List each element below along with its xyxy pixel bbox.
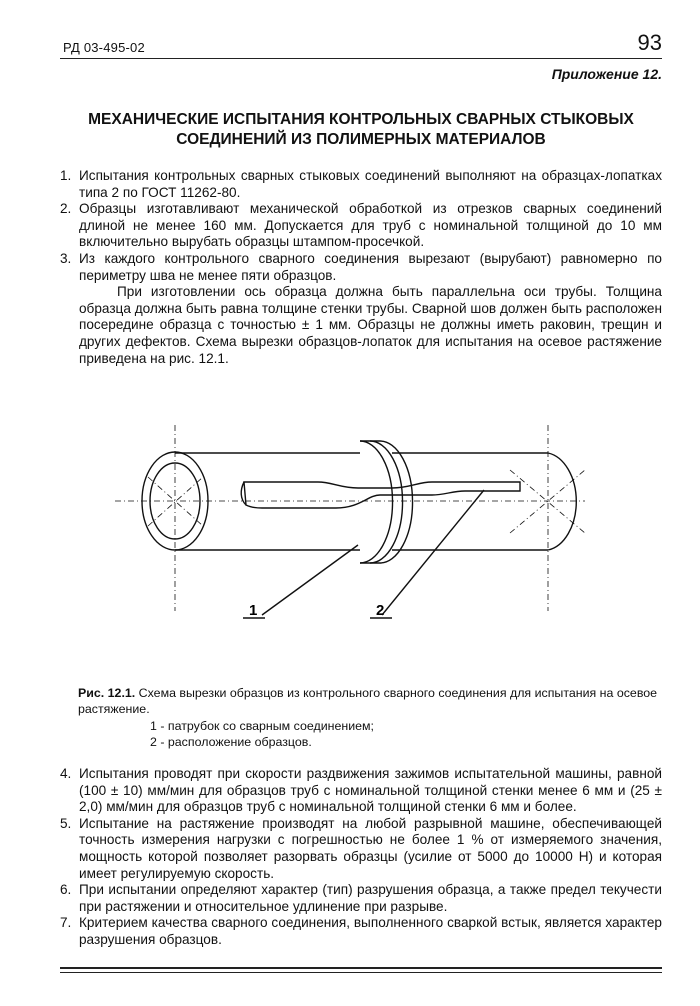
item-text: Испытание на растяжение производят на любой разрывной машине, обеспечивающей точность измерения нагрузки с погрешностью не более 1 % от измеряемого значения, мощность которой позволяет разорвать образцы (усилие от 5000 до 10000 Н) и которая имеет регулируемую скорость.: [79, 815, 662, 881]
list-item: [60, 882, 662, 915]
item-text: Испытания проводят при скорости раздвижения зажимов испытательной машины, равной (100 ± 10) мм/мин для образцов труб с номинальной толщиной стенки менее 6 мм и (25 ± 2,0) мм/мин для образцов труб с номинальной толщиной стенки 6 мм и более.: [79, 766, 662, 815]
list-item: [60, 201, 662, 251]
list-item: [60, 251, 662, 284]
document-code: РД 03-495-02: [63, 40, 145, 55]
item-number: 1.: [60, 168, 72, 183]
list-item: [60, 168, 662, 201]
callout-label-2: 2: [376, 602, 385, 619]
page-number: 93: [637, 30, 662, 55]
list-item: [60, 915, 662, 948]
paragraph: При изготовлении ось образца должна быть параллельна оси трубы. Толщина образца должна быть равна толщине стенки трубы. Сварной шов должен быть расположен посередине образца с точностью ± 1 мм. Образцы не должны иметь раковин, трещин и других дефектов. Схема вырезки образцов-лопаток для испытания на осевое растяжение приведена на рис. 12.1.: [79, 284, 662, 366]
item-number: 4.: [60, 766, 72, 781]
page-title: [60, 110, 662, 150]
section-top: [60, 168, 662, 367]
footer-divider: [60, 967, 662, 969]
appendix-label: Приложение 12.: [551, 66, 662, 82]
item-text: Из каждого контрольного сварного соединения вырезают (вырубают) равномерно по периметру шва не менее пяти образцов.: [79, 250, 662, 283]
legend-item: 1 - патрубок со сварным соединением;: [150, 719, 374, 733]
caption-label: Рис. 12.1.: [78, 686, 136, 700]
figure-pipe-diagram: [0, 415, 700, 665]
figure-legend: [150, 718, 374, 750]
item-number: 7.: [60, 915, 72, 931]
item-number: 3.: [60, 250, 72, 266]
list-item: [60, 766, 662, 816]
footer-divider: [60, 972, 662, 973]
title-line-1: МЕХАНИЧЕСКИЕ ИСПЫТАНИЯ КОНТРОЛЬНЫХ СВАРНЫХ СТЫКОВЫХ: [88, 111, 634, 128]
title-line-2: СОЕДИНЕНИЙ ИЗ ПОЛИМЕРНЫХ МАТЕРИАЛОВ: [176, 131, 546, 148]
item-text: Испытания контрольных сварных стыковых соединений выполняют на образцах-лопатках типа 2 по ГОСТ 11262-80.: [79, 168, 662, 200]
section-bottom: [60, 766, 662, 949]
list-item: [60, 816, 662, 882]
caption-text: Схема вырезки образцов из контрольного сварного соединения для испытания на осевое растяжение.: [78, 686, 658, 716]
item-text: Образцы изготавливают механической обработкой из отрезков сварных соединений длиной не менее 160 мм. Допускается для труб с номинальной толщиной до 10 мм включительно вырубать образцы штампом-просечкой.: [79, 201, 662, 250]
item-text: Критерием качества сварного соединения, выполненного сваркой встык, является характер разрушения образцов.: [79, 915, 662, 947]
header-divider: [60, 58, 662, 59]
item-number: 6.: [60, 882, 72, 898]
item-text: При испытании определяют характер (тип) разрушения образца, а также предел текучести при растяжении и относительное удлинение при разрыве.: [79, 882, 662, 914]
item-number: 2.: [60, 201, 72, 217]
callout-label-1: 1: [249, 602, 258, 619]
item-number: 5.: [60, 815, 72, 831]
legend-item: 2 - расположение образцов.: [150, 735, 312, 749]
figure-caption: [78, 686, 662, 717]
